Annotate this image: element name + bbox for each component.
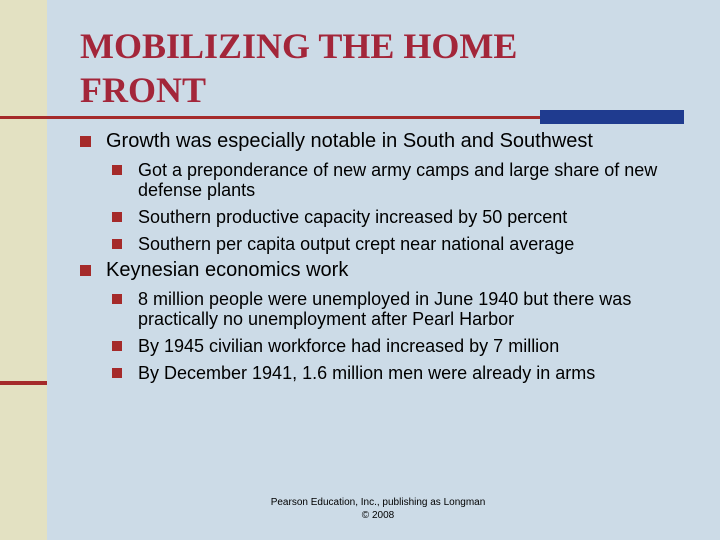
bullet-item: [80, 260, 690, 281]
square-bullet-icon: [112, 212, 122, 222]
square-bullet-icon: [80, 265, 91, 276]
sub-bullet-item: [80, 363, 690, 383]
sub-bullet-text: By December 1941, 1.6 million men were already in arms: [138, 363, 596, 383]
footer-publisher: Pearson Education, Inc., publishing as Longman: [270, 497, 486, 508]
footer-copyright: © 2008: [361, 510, 395, 521]
bullet-text: Growth was especially notable in South and Southwest: [106, 130, 593, 152]
bullet-item: [80, 131, 690, 152]
sub-bullet-text: By 1945 civilian workforce had increased by 7 million: [138, 336, 560, 356]
title-divider-accent: [540, 110, 684, 124]
square-bullet-icon: [112, 341, 122, 351]
square-bullet-icon: [80, 136, 91, 147]
sub-bullet-item: [80, 207, 690, 227]
sub-bullet-text: Got a preponderance of new army camps and large share of new defense plants: [138, 160, 658, 200]
sub-bullet-text: Southern per capita output crept near national average: [138, 234, 575, 254]
square-bullet-icon: [112, 165, 122, 175]
sub-bullet-text: Southern productive capacity increased by 50 percent: [138, 207, 568, 227]
bullet-text: Keynesian economics work: [106, 259, 349, 281]
sub-bullet-item: [80, 336, 690, 356]
left-decorative-band: [0, 0, 47, 540]
square-bullet-icon: [112, 239, 122, 249]
left-accent-line: [0, 381, 47, 385]
sub-bullet-item: [80, 234, 690, 254]
sub-bullet-item: [80, 289, 690, 329]
slide-footer: [248, 496, 508, 522]
sub-bullet-text: 8 million people were unemployed in June 1940 but there was practically no unemployment after Pearl Harbor: [138, 289, 632, 329]
square-bullet-icon: [112, 294, 122, 304]
slide-title: MOBILIZING THE HOME FRONT: [80, 26, 518, 110]
slide-content: [80, 128, 690, 383]
sub-bullet-item: [80, 160, 690, 200]
square-bullet-icon: [112, 368, 122, 378]
